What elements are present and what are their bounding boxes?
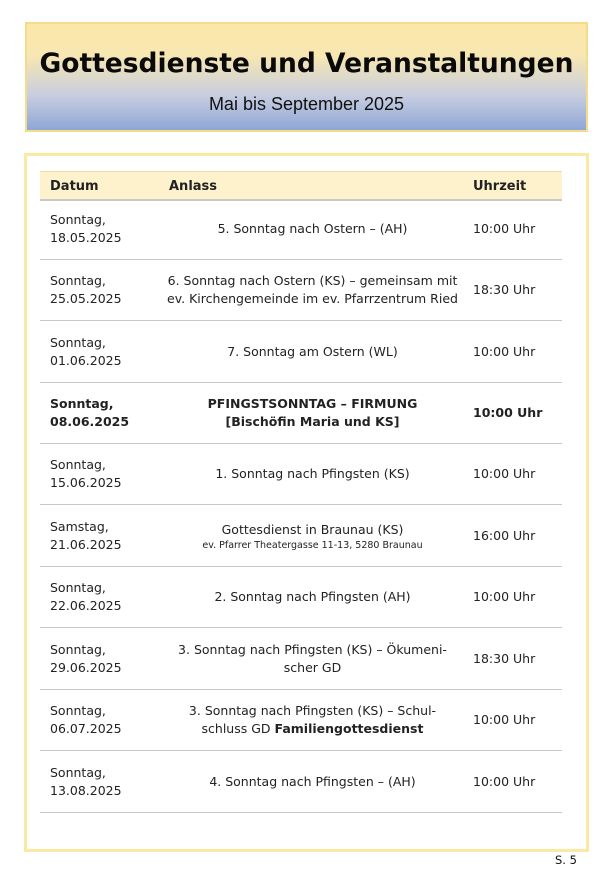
table-header-row bbox=[40, 171, 562, 201]
row-time: 18:30 Uhr bbox=[473, 651, 536, 666]
row-occasion: 3. Sonntag nach Pfingsten (KS) – Schul- schluss GD Familiengottesdienst bbox=[188, 703, 437, 736]
row-date: Sonntag, 01.06.2025 bbox=[50, 335, 122, 368]
table-row bbox=[40, 199, 562, 260]
row-time: 10:00 Uhr bbox=[473, 221, 536, 236]
page-subtitle: Mai bis September 2025 bbox=[208, 94, 405, 114]
column-header-date: Datum bbox=[50, 179, 99, 194]
row-time: 18:30 Uhr bbox=[473, 282, 536, 297]
row-occasion: 4. Sonntag nach Pfingsten – (AH) bbox=[209, 774, 416, 789]
row-occasion: 7. Sonntag am Ostern (WL) bbox=[227, 344, 398, 359]
page-header bbox=[25, 22, 588, 132]
row-time: 10:00 Uhr bbox=[473, 589, 536, 604]
family-service-label: Familiengottesdienst bbox=[274, 721, 424, 736]
row-date: Sonntag, 15.06.2025 bbox=[50, 457, 122, 490]
column-header-time: Uhrzeit bbox=[473, 179, 527, 194]
row-occasion: Gottesdienst in Braunau (KS) ev. Pfarrer Theatergasse 11-13, 5280 Braunau bbox=[202, 521, 423, 551]
row-occasion: 1. Sonntag nach Pfingsten (KS) bbox=[215, 466, 410, 481]
table-row bbox=[40, 629, 562, 690]
row-date: Sonntag, 22.06.2025 bbox=[50, 580, 122, 613]
row-date: Sonntag, 25.05.2025 bbox=[50, 273, 122, 306]
row-time: 10:00 Uhr bbox=[473, 405, 543, 420]
table-row bbox=[40, 322, 562, 383]
row-time: 10:00 Uhr bbox=[473, 466, 536, 481]
row-occasion: 6. Sonntag nach Ostern (KS) – gemeinsam mit ev. Kirchengemeinde im ev. Pfarrzentrum Ried bbox=[167, 273, 458, 306]
row-date: Sonntag, 18.05.2025 bbox=[50, 212, 122, 245]
page-number: S. 5 bbox=[555, 853, 577, 867]
table-row bbox=[40, 506, 562, 567]
table-row bbox=[40, 567, 562, 628]
table-row bbox=[40, 383, 562, 444]
row-date: Sonntag, 08.06.2025 bbox=[50, 396, 130, 429]
row-time: 16:00 Uhr bbox=[473, 528, 536, 543]
row-occasion: 5. Sonntag nach Ostern – (AH) bbox=[217, 221, 408, 236]
row-time: 10:00 Uhr bbox=[473, 774, 536, 789]
table-row bbox=[40, 690, 562, 751]
column-header-occasion: Anlass bbox=[169, 179, 218, 194]
table-row bbox=[40, 260, 562, 321]
table-row bbox=[40, 752, 562, 813]
row-date: Sonntag, 13.08.2025 bbox=[50, 765, 122, 798]
row-occasion: 3. Sonntag nach Pfingsten (KS) – Ökumeni- scher GD bbox=[178, 642, 447, 675]
row-time: 10:00 Uhr bbox=[473, 712, 536, 727]
row-time: 10:00 Uhr bbox=[473, 344, 536, 359]
row-date: Sonntag, 06.07.2025 bbox=[50, 703, 122, 736]
page-title: Gottesdienste und Veranstaltungen bbox=[39, 48, 574, 79]
row-occasion: PFINGSTSONNTAG – FIRMUNG [Bischöfin Maria und KS] bbox=[207, 396, 418, 429]
row-address: ev. Pfarrer Theatergasse 11-13, 5280 Braunau bbox=[202, 539, 423, 551]
row-date: Sonntag, 29.06.2025 bbox=[50, 642, 122, 675]
table-row bbox=[40, 444, 562, 505]
row-date: Samstag, 21.06.2025 bbox=[50, 519, 122, 552]
row-occasion: 2. Sonntag nach Pfingsten (AH) bbox=[214, 589, 411, 604]
